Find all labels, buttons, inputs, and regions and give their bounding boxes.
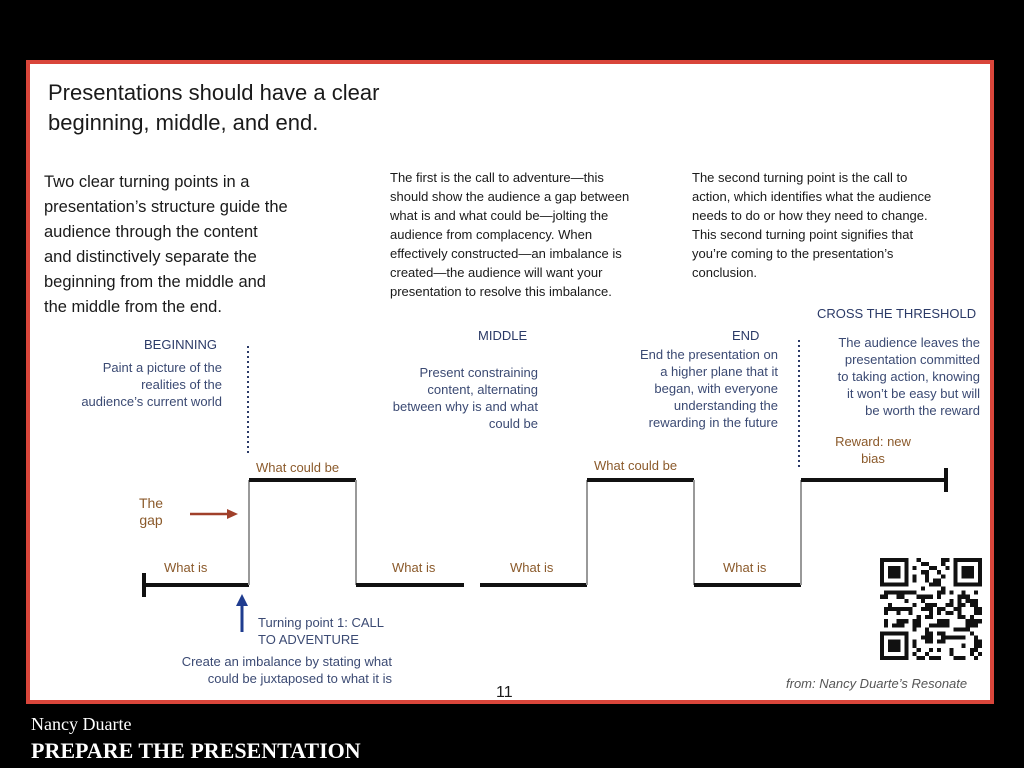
beginning-text: Paint a picture of the realities of the audience’s current world [81, 360, 222, 409]
what-is-label-3: What is [510, 560, 554, 575]
what-is-label-4: What is [723, 560, 767, 575]
threshold-heading: CROSS THE THRESHOLD [817, 306, 977, 321]
what-is-label-2: What is [392, 560, 436, 575]
page-number: 11 [496, 684, 513, 701]
second-turning-point-text: The second turning point is the call to action, which identifies what the audience needs to do or how they need to change. This second turning point signifies that you’re coming to the presentation’s conclusion. [692, 170, 932, 280]
what-could-be-label-1: What could be [256, 460, 340, 475]
intro-text: Two clear turning points in a presentation’s structure guide the audience through the content and distinctively separate the beginning from the middle and the middle from the end. [44, 173, 288, 316]
middle-text: Present constraining content, alternating between why is and what could be [392, 365, 538, 431]
qr-code [880, 558, 982, 660]
slide-title: Presentations should have a clear beginning, middle, and end. [48, 80, 380, 135]
source-credit: from: Nancy Duarte’s Resonate [786, 676, 968, 691]
imbalance-text: Create an imbalance by stating what could be juxtaposed to what it is [181, 654, 392, 686]
slide [26, 60, 994, 704]
turning-point-1-label: Turning point 1: CALL TO ADVENTURE [258, 615, 384, 647]
footer-title: PREPARE THE PRESENTATION [31, 738, 361, 763]
reward-label: Reward: new bias [835, 434, 911, 466]
what-could-be-label-2: What could be [594, 458, 678, 473]
middle-heading: MIDDLE [478, 328, 528, 343]
first-turning-point-text: The first is the call to adventure—this should show the audience a gap between what is and what could be—jolting the audience from complacency. When effectively constructed—an imbalance is created—the audience will want your presentation to resolve this imbalance. [390, 170, 630, 299]
threshold-text: The audience leaves the presentation committed to taking action, knowing it won’t be easy but will be worth the reward [837, 335, 980, 418]
the-gap-label: The gap [138, 495, 164, 528]
end-heading: END [732, 328, 760, 343]
beginning-heading: BEGINNING [144, 337, 217, 352]
gap-arrow-head [227, 509, 238, 519]
what-is-label-1: What is [164, 560, 208, 575]
end-text: End the presentation on a higher plane that it began, with everyone understanding the rewarding in the future [639, 347, 778, 430]
turning-arrow-head [236, 594, 248, 606]
footer-author: Nancy Duarte [31, 714, 132, 734]
